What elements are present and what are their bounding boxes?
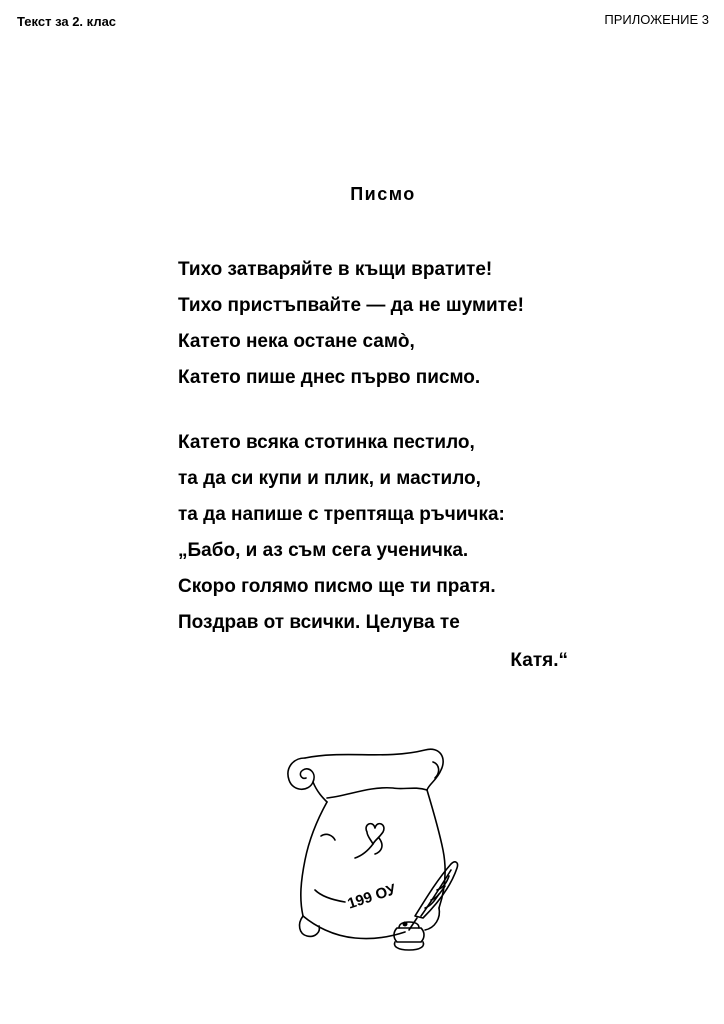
poem-line: Катето всяка стотинка пестило, xyxy=(178,432,475,453)
poem-line: Скоро голямо писмо ще ти пратя. xyxy=(178,576,496,597)
header-grade-label: Текст за 2. клас xyxy=(17,14,117,29)
poem-line: Катето пише днес първо писмо. xyxy=(178,367,481,388)
poem-signature: Катя.“ xyxy=(510,650,568,671)
poem-line: та да напише с трептяща ръчичка: xyxy=(178,504,505,525)
poem-line: Катето нека остане самò, xyxy=(178,331,415,352)
poem-line: та да си купи и плик, и мастило, xyxy=(178,468,481,489)
poem-stanza-1 xyxy=(178,252,578,396)
poem-stanza-2 xyxy=(178,425,578,641)
poem-line: Тихо затваряйте в къщи вратите! xyxy=(178,259,493,280)
poem-title: Писмо xyxy=(350,184,416,204)
scroll-with-quill-icon xyxy=(275,740,475,960)
poem-line: Тихо пристъпвайте — да не шумите! xyxy=(178,295,524,316)
stamp-text: 199 ОУ xyxy=(345,881,399,913)
poem-line: Поздрав от всички. Целува те xyxy=(178,612,460,633)
header-appendix-label: ПРИЛОЖЕНИЕ 3 xyxy=(604,12,709,27)
poem-line: „Бабо, и аз съм сега ученичка. xyxy=(178,540,469,561)
